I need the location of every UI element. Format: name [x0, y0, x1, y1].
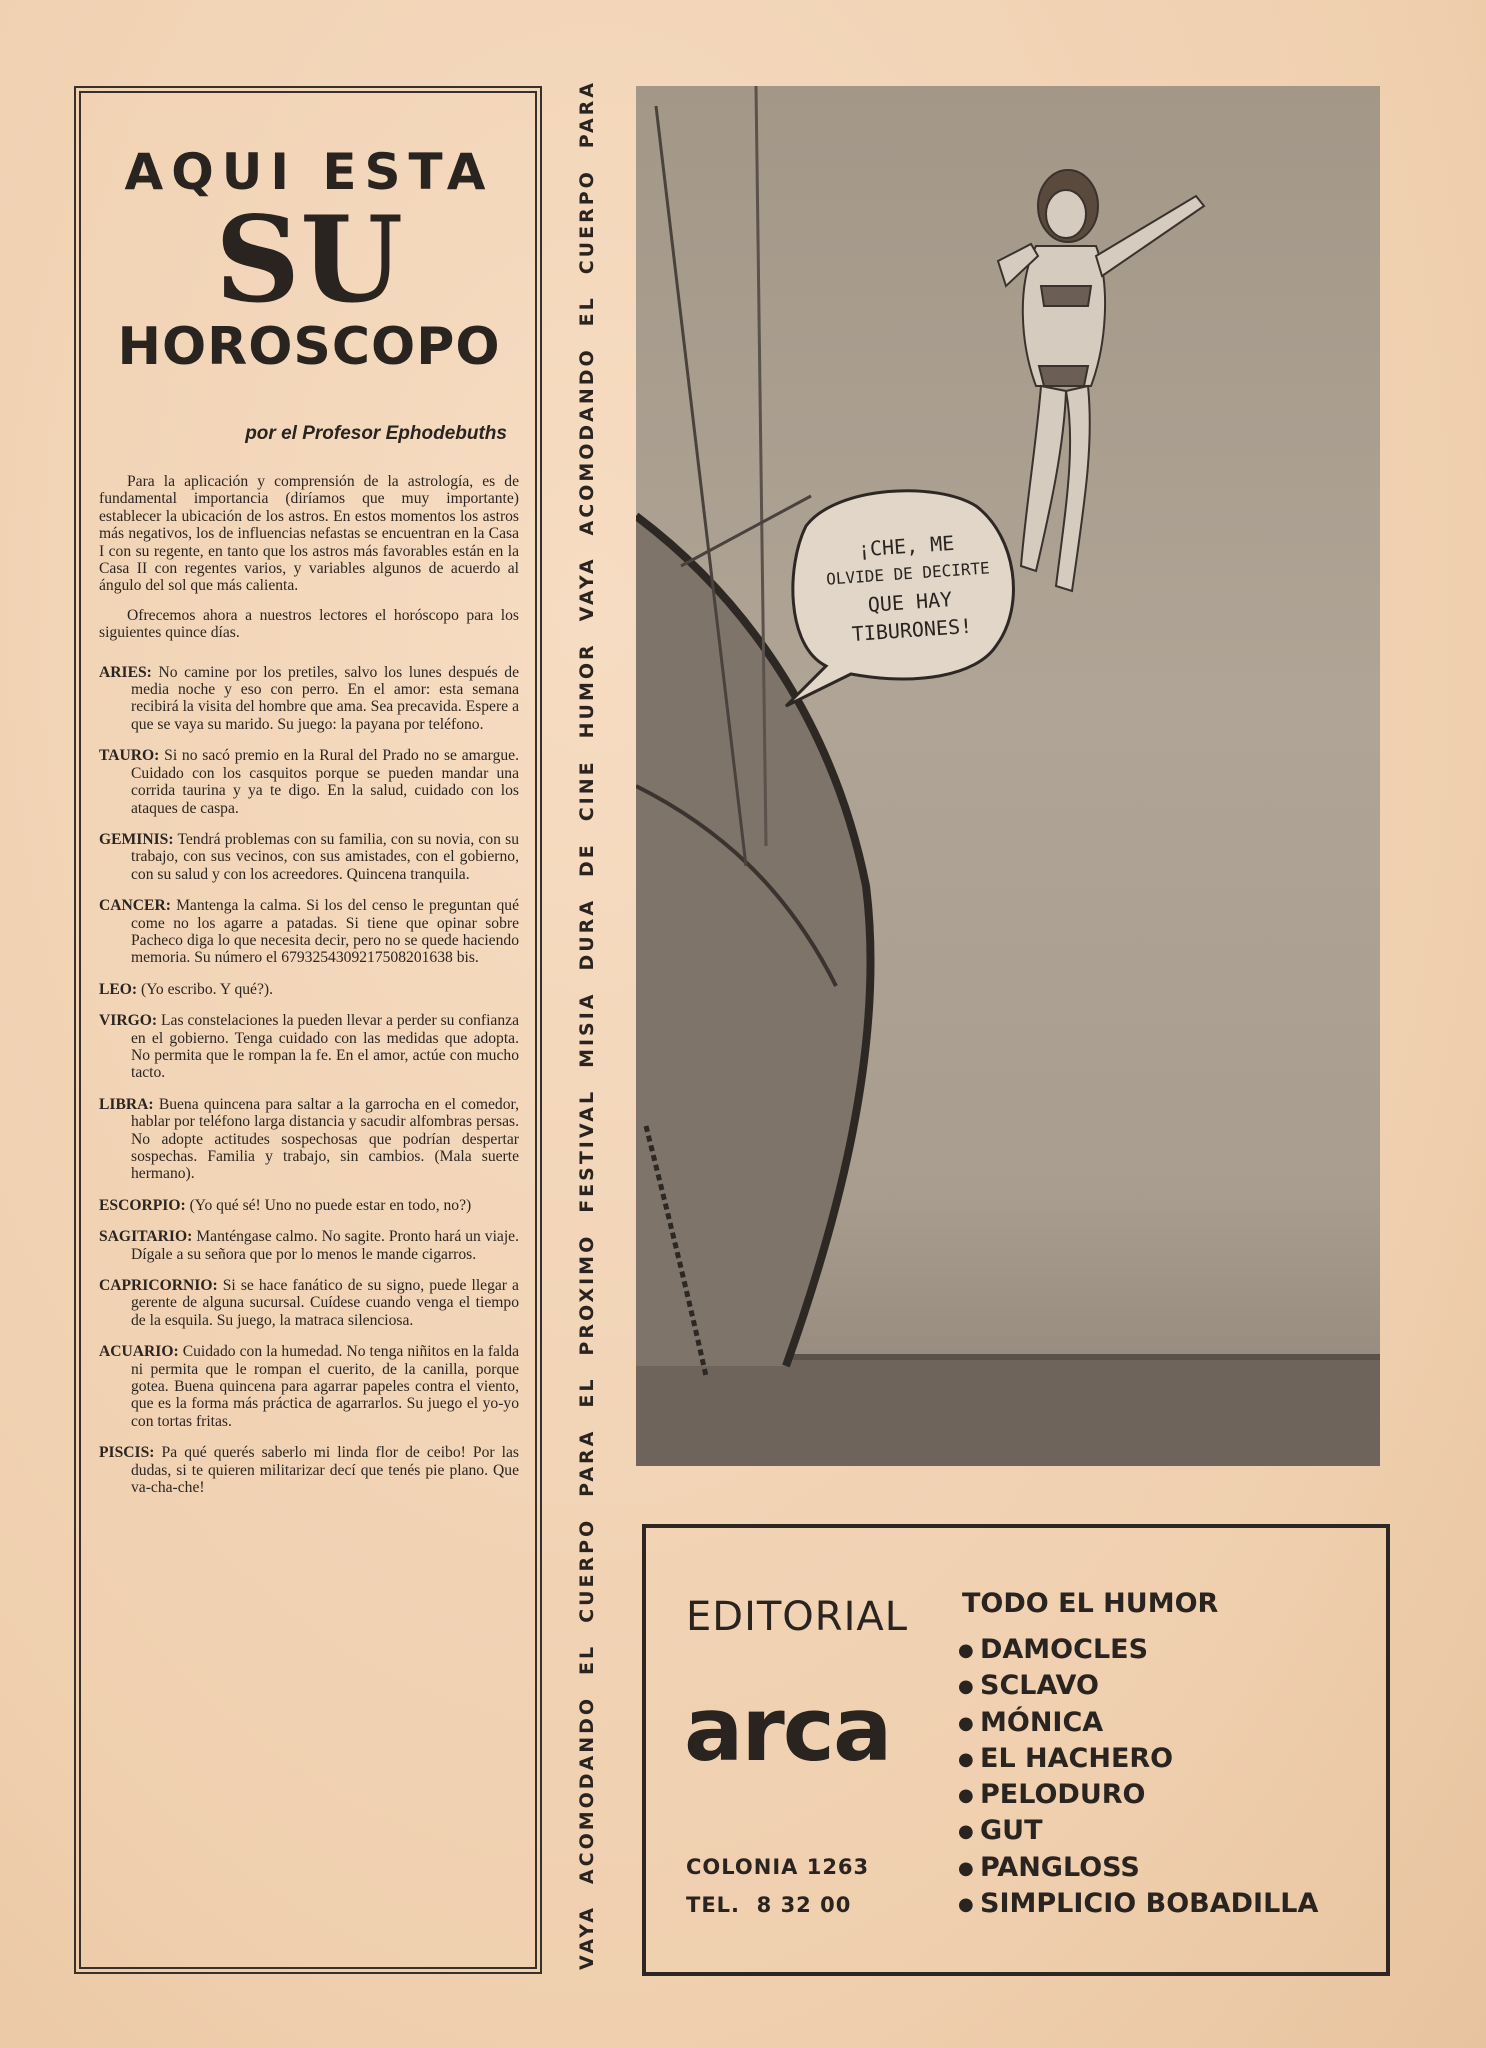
horoscope-sign-entry: [99, 664, 519, 734]
slogan-word: CUERPO: [576, 169, 598, 275]
horoscope-sign-entry: [99, 1012, 519, 1082]
sign-name: VIRGO:: [99, 1012, 158, 1030]
ad-list-item-label: PELODURO: [980, 1779, 1146, 1811]
slogan-word: EL: [576, 295, 598, 327]
horoscope-sign-entry: [99, 1277, 519, 1329]
ad-phone-line: TEL. 8 32 00: [686, 1893, 852, 1917]
horoscope-sign-entry: [99, 1343, 519, 1430]
sign-name: LIBRA:: [99, 1095, 154, 1113]
sign-text: Manténgase calmo. No sagite. Pronto hará un viaje. Dígale a su señora que por lo menos le mande cigarros.: [131, 1228, 519, 1263]
horoscope-body: [99, 473, 519, 1497]
sign-name: TAURO:: [99, 747, 160, 765]
horoscope-column: [74, 86, 542, 1974]
photo-diver-ship: [636, 86, 1380, 1466]
sign-name: ESCORPIO:: [99, 1196, 186, 1214]
bullet-icon: ●: [958, 1712, 974, 1734]
horoscope-title-line1: AQUI ESTA: [124, 143, 494, 201]
horoscope-title-line2: SU: [214, 190, 404, 329]
ad-list-item-label: DAMOCLES: [980, 1634, 1149, 1665]
sign-text: Mantenga la calma. Si los del censo le preguntan qué come no los agarre a patadas. Si tiene que opinar sobre Pacheco diga lo que necesita decir, pero no se quede haciendo memoria. Su número el 6793254309217508201638 bis.: [131, 897, 519, 967]
slogan-word: EL: [576, 1376, 598, 1408]
slogan-word: DURA: [576, 897, 598, 971]
bullet-icon: ●: [958, 1785, 974, 1807]
horoscope-title-line3: HOROSCOPO: [117, 317, 501, 377]
intro-paragraph: Para la aplicación y comprensión de la astrología, es de fundamental importancia (diríamos que muy importante) establecer la ubicación de los astros. En estos momentos los astros más negativos, los de influencias nefastas se encuentran en la Casa I con su regente, en tanto que los astros más favorables están en la Casa II con regentes varios, y variables algunos de acuerdo al ángulo del sol que más calienta.: [99, 473, 519, 595]
vertical-slogan: [576, 80, 606, 1970]
ad-list-item: [958, 1668, 1318, 1704]
photo-illustration: [636, 86, 1380, 1466]
ad-list-item-label: EL HACHERO: [980, 1742, 1174, 1774]
sign-name: ACUARIO:: [99, 1343, 179, 1361]
ad-contact: [686, 1848, 869, 1924]
slogan-word: CUERPO: [576, 1517, 598, 1623]
ad-editorial-label: EDITORIAL: [686, 1594, 909, 1640]
ad-title-list: [958, 1632, 1318, 1922]
bullet-icon: ●: [958, 1676, 974, 1698]
slogan-word: PROXIMO: [576, 1233, 598, 1356]
ad-list-item-label: MÓNICA: [980, 1706, 1104, 1738]
ad-list-item-label: SCLAVO: [980, 1670, 1099, 1702]
ad-list-item-label: GUT: [980, 1815, 1043, 1847]
diver-figure: [998, 170, 1204, 591]
sign-name: CANCER:: [99, 897, 171, 915]
sign-text: Si se hace fanático de su signo, puede llegar a gerente de alguna sucursal. Cuídese cuando venga el tiempo de la esquila. Su juego, la matraca silenciosa.: [131, 1277, 519, 1329]
sign-text: Si no sacó premio en la Rural del Prado no se amargue. Cuidado con los casquitos porque se pueden mandar una corrida taurina y ya te digo. En la salud, cuidado con los ataques de caspa.: [131, 747, 519, 817]
ad-address-line: COLONIA 1263: [686, 1855, 870, 1879]
horoscope-sign-entry: [99, 1228, 519, 1263]
slogan-word: HUMOR: [576, 642, 598, 739]
slogan-word: PARA: [576, 80, 598, 149]
ad-list-item: [958, 1741, 1318, 1777]
horoscope-sign-entry: [99, 747, 519, 817]
slogan-word: ACOMODANDO: [576, 347, 598, 536]
ad-list-item-label: SIMPLICIO BOBADILLA: [980, 1888, 1319, 1920]
sign-text: (Yo escribo. Y qué?).: [141, 980, 273, 998]
bullet-icon: ●: [958, 1894, 974, 1916]
slogan-word: EL: [576, 1643, 598, 1675]
editorial-ad: [642, 1524, 1390, 1976]
slogan-word: MISIA: [576, 991, 598, 1068]
horoscope-sign-entry: [99, 1096, 519, 1183]
slogan-word: FESTIVAL: [576, 1088, 598, 1213]
speech-bubble-text: ¡CHE, ME OLVIDE DE DECIRTE QUE HAY TIBURONES!: [825, 530, 991, 647]
sign-name: ARIES:: [99, 663, 152, 681]
sign-text: Pa qué querés saberlo mi linda flor de ceibo! Por las dudas, si te quieren militarizar decí que tenés pie plano. Que va-cha-che!: [131, 1444, 519, 1497]
sign-name: LEO:: [99, 980, 138, 998]
sign-text: No camine por los pretiles, salvo los lunes después de media noche y eso con perro. En el amor: esta semana recibirá la visita del hombre que ama. Sea precavida. Espere a que se vaya su marido. Su juego: la payana por teléfono.: [131, 663, 519, 733]
horoscope-byline: por el Profesor Ephodebuths: [245, 423, 507, 444]
ad-list-title: TODO EL HUMOR: [962, 1588, 1219, 1619]
sign-name: PISCIS:: [99, 1444, 155, 1462]
intro-paragraph: Ofrecemos ahora a nuestros lectores el horóscopo para los siguientes quince días.: [99, 606, 519, 642]
bullet-icon: ●: [958, 1640, 974, 1661]
horoscope-sign-entry: [99, 981, 519, 998]
slogan-word: VAYA: [576, 1905, 598, 1970]
bullet-icon: ●: [958, 1857, 974, 1879]
sign-text: Tendrá problemas con su familia, con su novia, con su trabajo, con sus vecinos, con sus amistades, con el gobierno, con su salud y con los acreedores. Quincena tranquila.: [131, 830, 519, 883]
sea: [636, 1356, 1380, 1466]
ad-list-item: [958, 1850, 1318, 1886]
slogan-word: PARA: [576, 1428, 598, 1497]
ad-list-item: [958, 1886, 1318, 1922]
horoscope-sign-entry: [99, 831, 519, 883]
slogan-word: DE: [576, 842, 598, 877]
slogan-word: VAYA: [576, 556, 598, 622]
sign-text: Cuidado con la humedad. No tenga niñitos en la falda ni permita que le rompan el cuerito, de la canilla, porque gotea. Buena quincena para agarrar papeles contra el viento, que es la forma más práctica de agarrarlos. Su juego el yo-yo con tortas fritas.: [131, 1343, 519, 1430]
horoscope-content: [99, 143, 519, 1511]
slogan-word: ACOMODANDO: [576, 1695, 598, 1885]
sign-name: GEMINIS:: [99, 830, 174, 848]
arca-logo: arca: [684, 1678, 891, 1781]
sign-text: (Yo qué sé! Uno no puede estar en todo, no?): [189, 1196, 472, 1214]
sign-text: Buena quincena para saltar a la garrocha en el comedor, hablar por teléfono larga distancia y sacudir alfombras persas. No adopte actitudes sospechosas que podrían despertar sospechas. Familia y trabajo, sin cambios. (Mala suerte hermano).: [131, 1095, 519, 1183]
ad-list-item-label: PANGLOSS: [980, 1851, 1140, 1883]
ad-list-item: [958, 1813, 1318, 1849]
sign-name: SAGITARIO:: [99, 1228, 193, 1246]
horoscope-sign-entry: [99, 1197, 519, 1214]
bullet-icon: ●: [958, 1821, 974, 1843]
bullet-icon: ●: [958, 1748, 974, 1770]
ad-list-item: [958, 1705, 1318, 1741]
sign-name: CAPRICORNIO:: [99, 1277, 218, 1295]
horoscope-sign-entry: [99, 897, 519, 967]
sign-text: Las constelaciones la pueden llevar a perder su confianza en el gobierno. Tenga cuidado con las medidas que adopta. No permita que le rompan la fe. En el amor, actúe con mucho tacto.: [131, 1012, 519, 1082]
slogan-word: CINE: [576, 759, 598, 822]
ad-list-item: [958, 1777, 1318, 1813]
ad-list-item: [958, 1632, 1318, 1668]
horoscope-sign-entry: [99, 1444, 519, 1496]
